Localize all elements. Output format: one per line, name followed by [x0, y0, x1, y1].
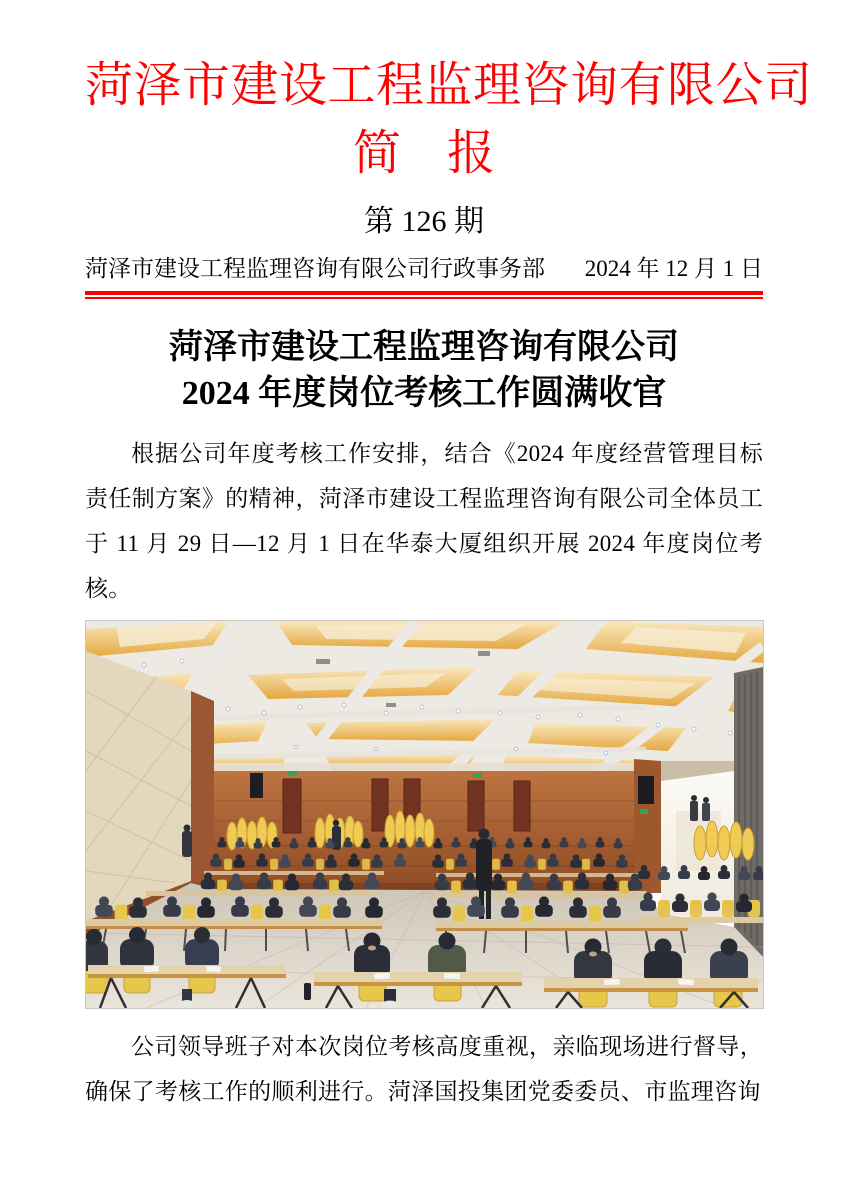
article-title-line-1: 菏泽市建设工程监理咨询有限公司 [169, 329, 679, 366]
bulletin-char-2: 报 [447, 127, 496, 180]
article-paragraph-2: 公司领导班子对本次岗位考核高度重视，亲临现场进行督导，确保了考核工作的顺利进行。菏泽国投集团党委委员、市监理咨询 [85, 1034, 763, 1104]
publication-row [85, 254, 763, 284]
article-title [85, 325, 763, 417]
exam-hall-photo-illustration [86, 621, 763, 1008]
bulletin-char-1: 简 [352, 127, 401, 180]
publisher-name: 菏泽市建设工程监理咨询有限公司行政事务部 [85, 256, 545, 281]
bulletin-title [85, 126, 763, 182]
red-divider [85, 291, 763, 299]
red-divider-thick-line [85, 291, 763, 295]
masthead-company-title: 菏泽市建设工程监理咨询有限公司 [85, 59, 813, 112]
issue-number: 第 126 期 [364, 205, 484, 238]
article-paragraph-1: 根据公司年度考核工作安排，结合《2024 年度经营管理目标责任制方案》的精神，菏泽市建设工程监理咨询有限公司全体员工于 11 月 29 日—12 月 1 日在华泰大厦组织开展 2024 年度岗位考核。 [85, 441, 763, 601]
article-title-line-2: 2024 年度岗位考核工作圆满收官 [181, 375, 667, 412]
exam-hall-photo [85, 620, 764, 1009]
red-divider-thin-line [85, 297, 763, 299]
publish-date: 2024 年 12 月 1 日 [584, 256, 763, 281]
